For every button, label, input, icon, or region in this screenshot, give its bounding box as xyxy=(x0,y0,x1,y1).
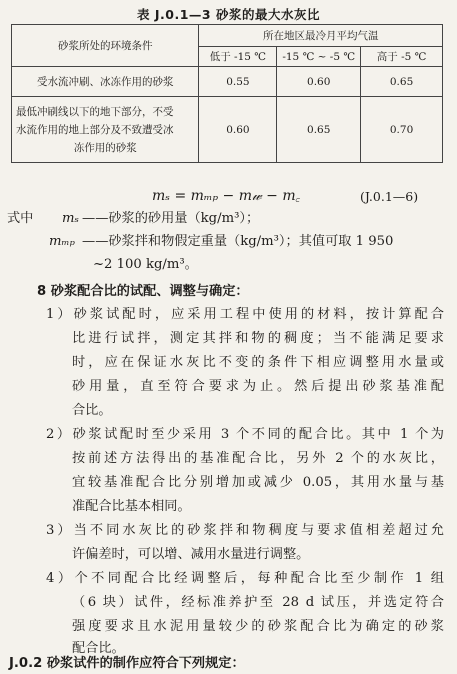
temp-column-header: 高于 -5 ℃ xyxy=(361,47,443,67)
formula: mₛ = mₘₚ − m𝓌 − m꜀ xyxy=(152,188,301,204)
condition-header: 砂浆所处的环境条件 xyxy=(12,25,199,67)
definition-ms: ——砂浆的砂用量（kg/m³）； xyxy=(82,211,260,226)
table-row xyxy=(12,97,443,163)
item-1-line: 砂用量，直至符合要求为止。然后提出砂浆基准配 xyxy=(72,379,444,394)
section-8-heading: 8 砂浆配合比的试配、调整与确定： xyxy=(37,284,249,299)
water-cement-ratio-table xyxy=(11,24,443,163)
item-3-line: 3）当不同水灰比的砂浆拌和物稠度与要求值相差超过允 xyxy=(46,523,444,538)
item-2-line: 准配合比基本相同。 xyxy=(72,499,191,514)
ratio-cell: 0.65 xyxy=(361,67,443,97)
item-1-line: 比进行试拌，测定其拌和物的稠度；当不能满足要求 xyxy=(72,331,444,346)
condition-line: 水流作用的地上部分及不致遭受冰 xyxy=(16,123,174,136)
definitions-lead: 式中 xyxy=(7,211,34,226)
variable-mmp: mₘₚ xyxy=(49,234,75,249)
variable-ms: mₛ xyxy=(62,211,79,226)
table-row xyxy=(12,67,443,97)
condition-line: 受水流冲刷、冰冻作用的砂浆 xyxy=(36,75,174,88)
item-1-line: 时，应在保证水灰比不变的条件下相应调整用水量或 xyxy=(72,355,444,370)
item-3-line: 许偏差时，可以增、减用水量进行调整。 xyxy=(72,547,310,562)
item-4-line: 强度要求且水泥用量较少的砂浆配合比为确定的砂浆 xyxy=(72,619,444,634)
definition-mmp: ——砂浆拌和物假定重量（kg/m³）；其值可取 1 950 xyxy=(82,234,394,249)
item-1-line: 1）砂浆试配时，应采用工程中使用的材料，按计算配合 xyxy=(46,307,444,322)
formula-number: (J.0.1—6) xyxy=(360,189,419,204)
temp-column-header: 低于 -15 ℃ xyxy=(199,47,277,67)
condition-line: 冻作用的砂浆 xyxy=(73,141,137,154)
temperature-group-header: 所在地区最冷月平均气温 xyxy=(199,25,443,47)
item-2-line: 2）砂浆试配时至少采用 3 个不同的配合比。其中 1 个为 xyxy=(46,427,444,442)
section-j02-heading: J.0.2 砂浆试件的制作应符合下列规定： xyxy=(9,656,245,671)
condition-cell xyxy=(12,67,199,97)
item-4-line: （6 块）试件，经标准养护至 28 d 试压，并选定符合 xyxy=(72,595,444,610)
condition-cell xyxy=(12,97,199,163)
item-1-line: 合比。 xyxy=(72,403,112,418)
table-title: 表 J.0.1—3 砂浆的最大水灰比 xyxy=(137,7,320,22)
definition-mmp-cont: ~2 100 kg/m³。 xyxy=(93,257,198,272)
item-2-line: 宜较基准配合比分别增加或减少 0.05，其用水量与基 xyxy=(72,475,444,490)
item-4-line: 配合比。 xyxy=(72,641,125,656)
ratio-cell: 0.60 xyxy=(199,97,277,163)
ratio-cell: 0.60 xyxy=(277,67,361,97)
temp-column-header: -15 ℃ ~ -5 ℃ xyxy=(277,47,361,67)
ratio-cell: 0.65 xyxy=(277,97,361,163)
item-2-line: 按前述方法得出的基准配合比，另外 2 个的水灰比， xyxy=(72,451,444,466)
condition-line: 最低冲刷线以下的地下部分，不受 xyxy=(16,105,174,118)
ratio-cell: 0.70 xyxy=(361,97,443,163)
ratio-cell: 0.55 xyxy=(199,67,277,97)
item-4-line: 4）个不同配合比经调整后，每种配合比至少制作 1 组 xyxy=(46,571,444,586)
